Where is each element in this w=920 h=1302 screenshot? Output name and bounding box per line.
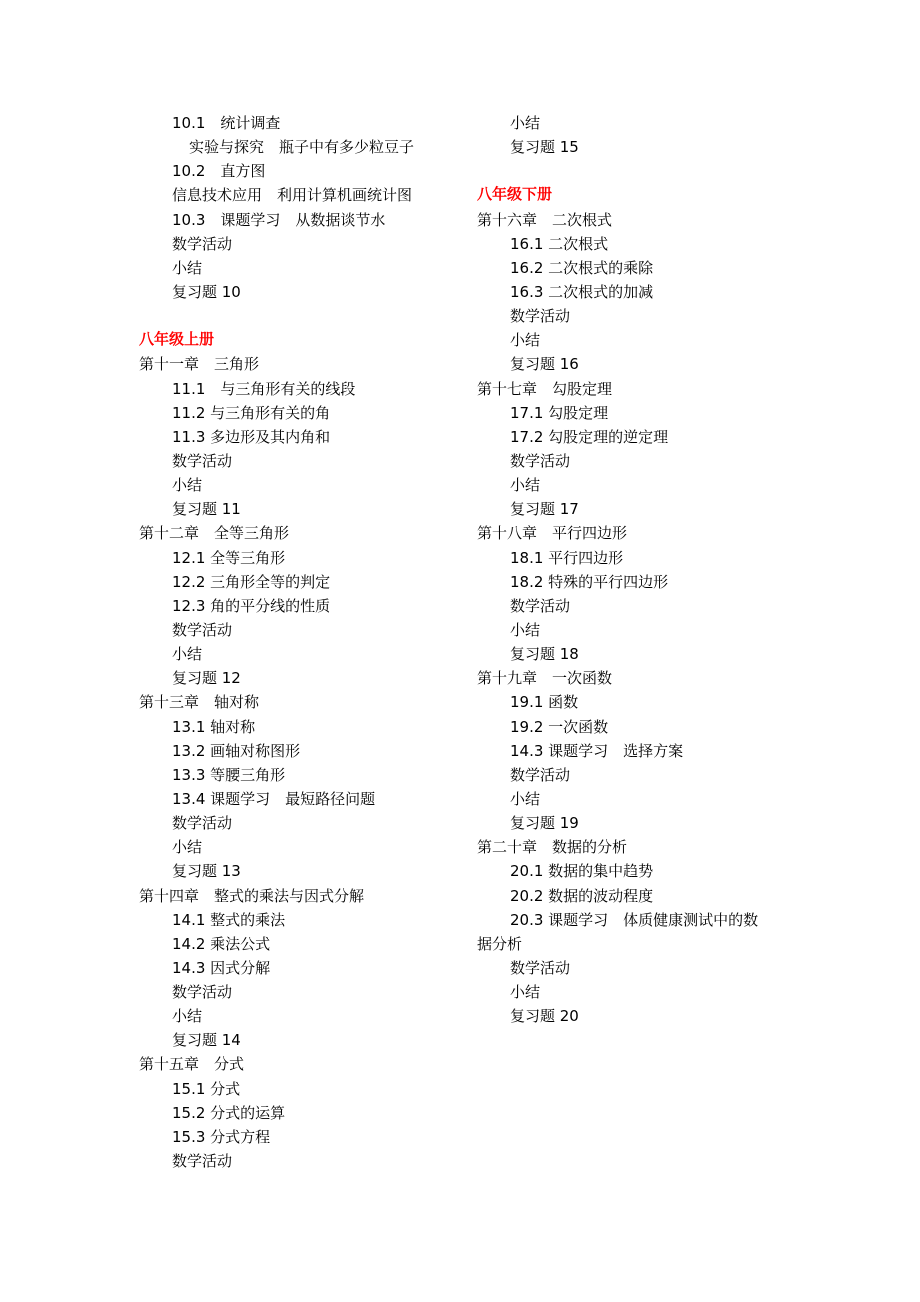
toc-entry: 数学活动 xyxy=(510,958,571,977)
chapter-heading: 第十九章 一次函数 xyxy=(477,669,613,688)
chapter-heading: 第十四章 整式的乘法与因式分解 xyxy=(139,886,365,905)
chapter-heading: 第十二章 全等三角形 xyxy=(139,524,290,543)
toc-entry: 数学活动 xyxy=(510,451,571,470)
toc-entry: 13.2 画轴对称图形 xyxy=(172,741,301,760)
toc-entry: 13.3 等腰三角形 xyxy=(172,765,286,784)
toc-entry: 19.2 一次函数 xyxy=(510,717,609,736)
toc-entry: 18.2 特殊的平行四边形 xyxy=(510,572,669,591)
toc-entry: 复习题 20 xyxy=(510,1007,579,1026)
toc-entry: 数学活动 xyxy=(172,451,233,470)
chapter-heading: 第十五章 分式 xyxy=(139,1055,245,1074)
left-column xyxy=(139,111,469,1173)
toc-entry: 16.3 二次根式的加减 xyxy=(510,282,654,301)
toc-entry: 数学活动 xyxy=(510,307,571,326)
chapter-heading: 第十三章 轴对称 xyxy=(139,693,260,712)
toc-entry: 小结 xyxy=(510,983,541,1002)
toc-entry: 小结 xyxy=(172,838,203,857)
toc-entry: 小结 xyxy=(510,114,541,132)
chapter-heading: 第十六章 二次根式 xyxy=(477,210,613,229)
toc-entry: 小结 xyxy=(172,1007,203,1026)
toc-entry: 数学活动 xyxy=(172,1152,233,1171)
toc-entry: 11.3 多边形及其内角和 xyxy=(172,427,331,446)
spacer xyxy=(139,304,469,328)
toc-entry: 数学活动 xyxy=(510,765,571,784)
toc-entry: 10.3 课题学习 从数据谈节水 xyxy=(172,210,386,229)
toc-entry: 16.1 二次根式 xyxy=(510,234,609,253)
toc-entry: 小结 xyxy=(172,258,203,277)
toc-entry: 15.3 分式方程 xyxy=(172,1127,271,1146)
toc-entry: 复习题 19 xyxy=(510,814,579,833)
toc-entry: 14.3 课题学习 选择方案 xyxy=(510,741,684,760)
chapter-heading: 第十一章 三角形 xyxy=(139,355,260,374)
spacer xyxy=(477,159,807,183)
toc-entry: 信息技术应用 利用计算机画统计图 xyxy=(172,186,413,205)
toc-entry: 小结 xyxy=(510,620,541,639)
toc-entry: 小结 xyxy=(510,331,541,350)
chapter-heading: 第二十章 数据的分析 xyxy=(477,838,628,857)
toc-entry: 小结 xyxy=(172,476,203,495)
chapter-heading: 据分析 xyxy=(477,934,523,953)
toc-entry: 数学活动 xyxy=(172,814,233,833)
toc-entry: 20.3 课题学习 体质健康测试中的数 xyxy=(510,910,759,929)
right-column xyxy=(477,111,807,1028)
toc-entry: 数学活动 xyxy=(172,620,233,639)
toc-entry: 12.2 三角形全等的判定 xyxy=(172,572,331,591)
toc-entry: 20.1 数据的集中趋势 xyxy=(510,862,654,881)
toc-entry: 复习题 12 xyxy=(172,669,241,688)
toc-entry: 复习题 10 xyxy=(172,282,241,301)
toc-entry: 复习题 16 xyxy=(510,355,579,374)
toc-entry: 17.2 勾股定理的逆定理 xyxy=(510,427,669,446)
chapter-heading: 第十七章 勾股定理 xyxy=(477,379,613,398)
toc-entry: 17.1 勾股定理 xyxy=(510,403,609,422)
toc-entry: 13.4 课题学习 最短路径问题 xyxy=(172,789,376,808)
toc-entry: 复习题 13 xyxy=(172,862,241,881)
toc-entry: 16.2 二次根式的乘除 xyxy=(510,258,654,277)
toc-entry: 11.1 与三角形有关的线段 xyxy=(172,379,356,398)
toc-entry: 10.1 统计调查 xyxy=(172,114,281,132)
toc-entry: 数学活动 xyxy=(510,596,571,615)
toc-entry: 12.3 角的平分线的性质 xyxy=(172,596,331,615)
chapter-heading: 第十八章 平行四边形 xyxy=(477,524,628,543)
grade-heading: 八年级下册 xyxy=(477,186,553,204)
toc-entry: 15.1 分式 xyxy=(172,1079,241,1098)
toc-entry: 复习题 17 xyxy=(510,500,579,519)
toc-entry: 复习题 14 xyxy=(172,1031,241,1050)
toc-entry: 10.2 直方图 xyxy=(172,162,266,181)
toc-entry: 20.2 数据的波动程度 xyxy=(510,886,654,905)
toc-entry: 复习题 18 xyxy=(510,645,579,664)
toc-entry: 复习题 11 xyxy=(172,500,241,519)
toc-entry: 小结 xyxy=(172,645,203,664)
toc-entry: 18.1 平行四边形 xyxy=(510,548,624,567)
toc-entry: 14.2 乘法公式 xyxy=(172,934,271,953)
toc-entry: 14.1 整式的乘法 xyxy=(172,910,286,929)
toc-entry: 11.2 与三角形有关的角 xyxy=(172,403,331,422)
toc-entry: 小结 xyxy=(510,476,541,495)
toc-entry: 13.1 轴对称 xyxy=(172,717,256,736)
toc-entry: 小结 xyxy=(510,789,541,808)
toc-entry: 15.2 分式的运算 xyxy=(172,1103,286,1122)
toc-entry: 14.3 因式分解 xyxy=(172,958,271,977)
toc-entry: 复习题 15 xyxy=(510,138,579,157)
toc-entry: 实验与探究 瓶子中有多少粒豆子 xyxy=(189,138,415,157)
toc-entry: 数学活动 xyxy=(172,234,233,253)
toc-entry: 19.1 函数 xyxy=(510,693,579,712)
toc-entry: 12.1 全等三角形 xyxy=(172,548,286,567)
grade-heading: 八年级上册 xyxy=(139,331,215,349)
toc-entry: 数学活动 xyxy=(172,983,233,1002)
